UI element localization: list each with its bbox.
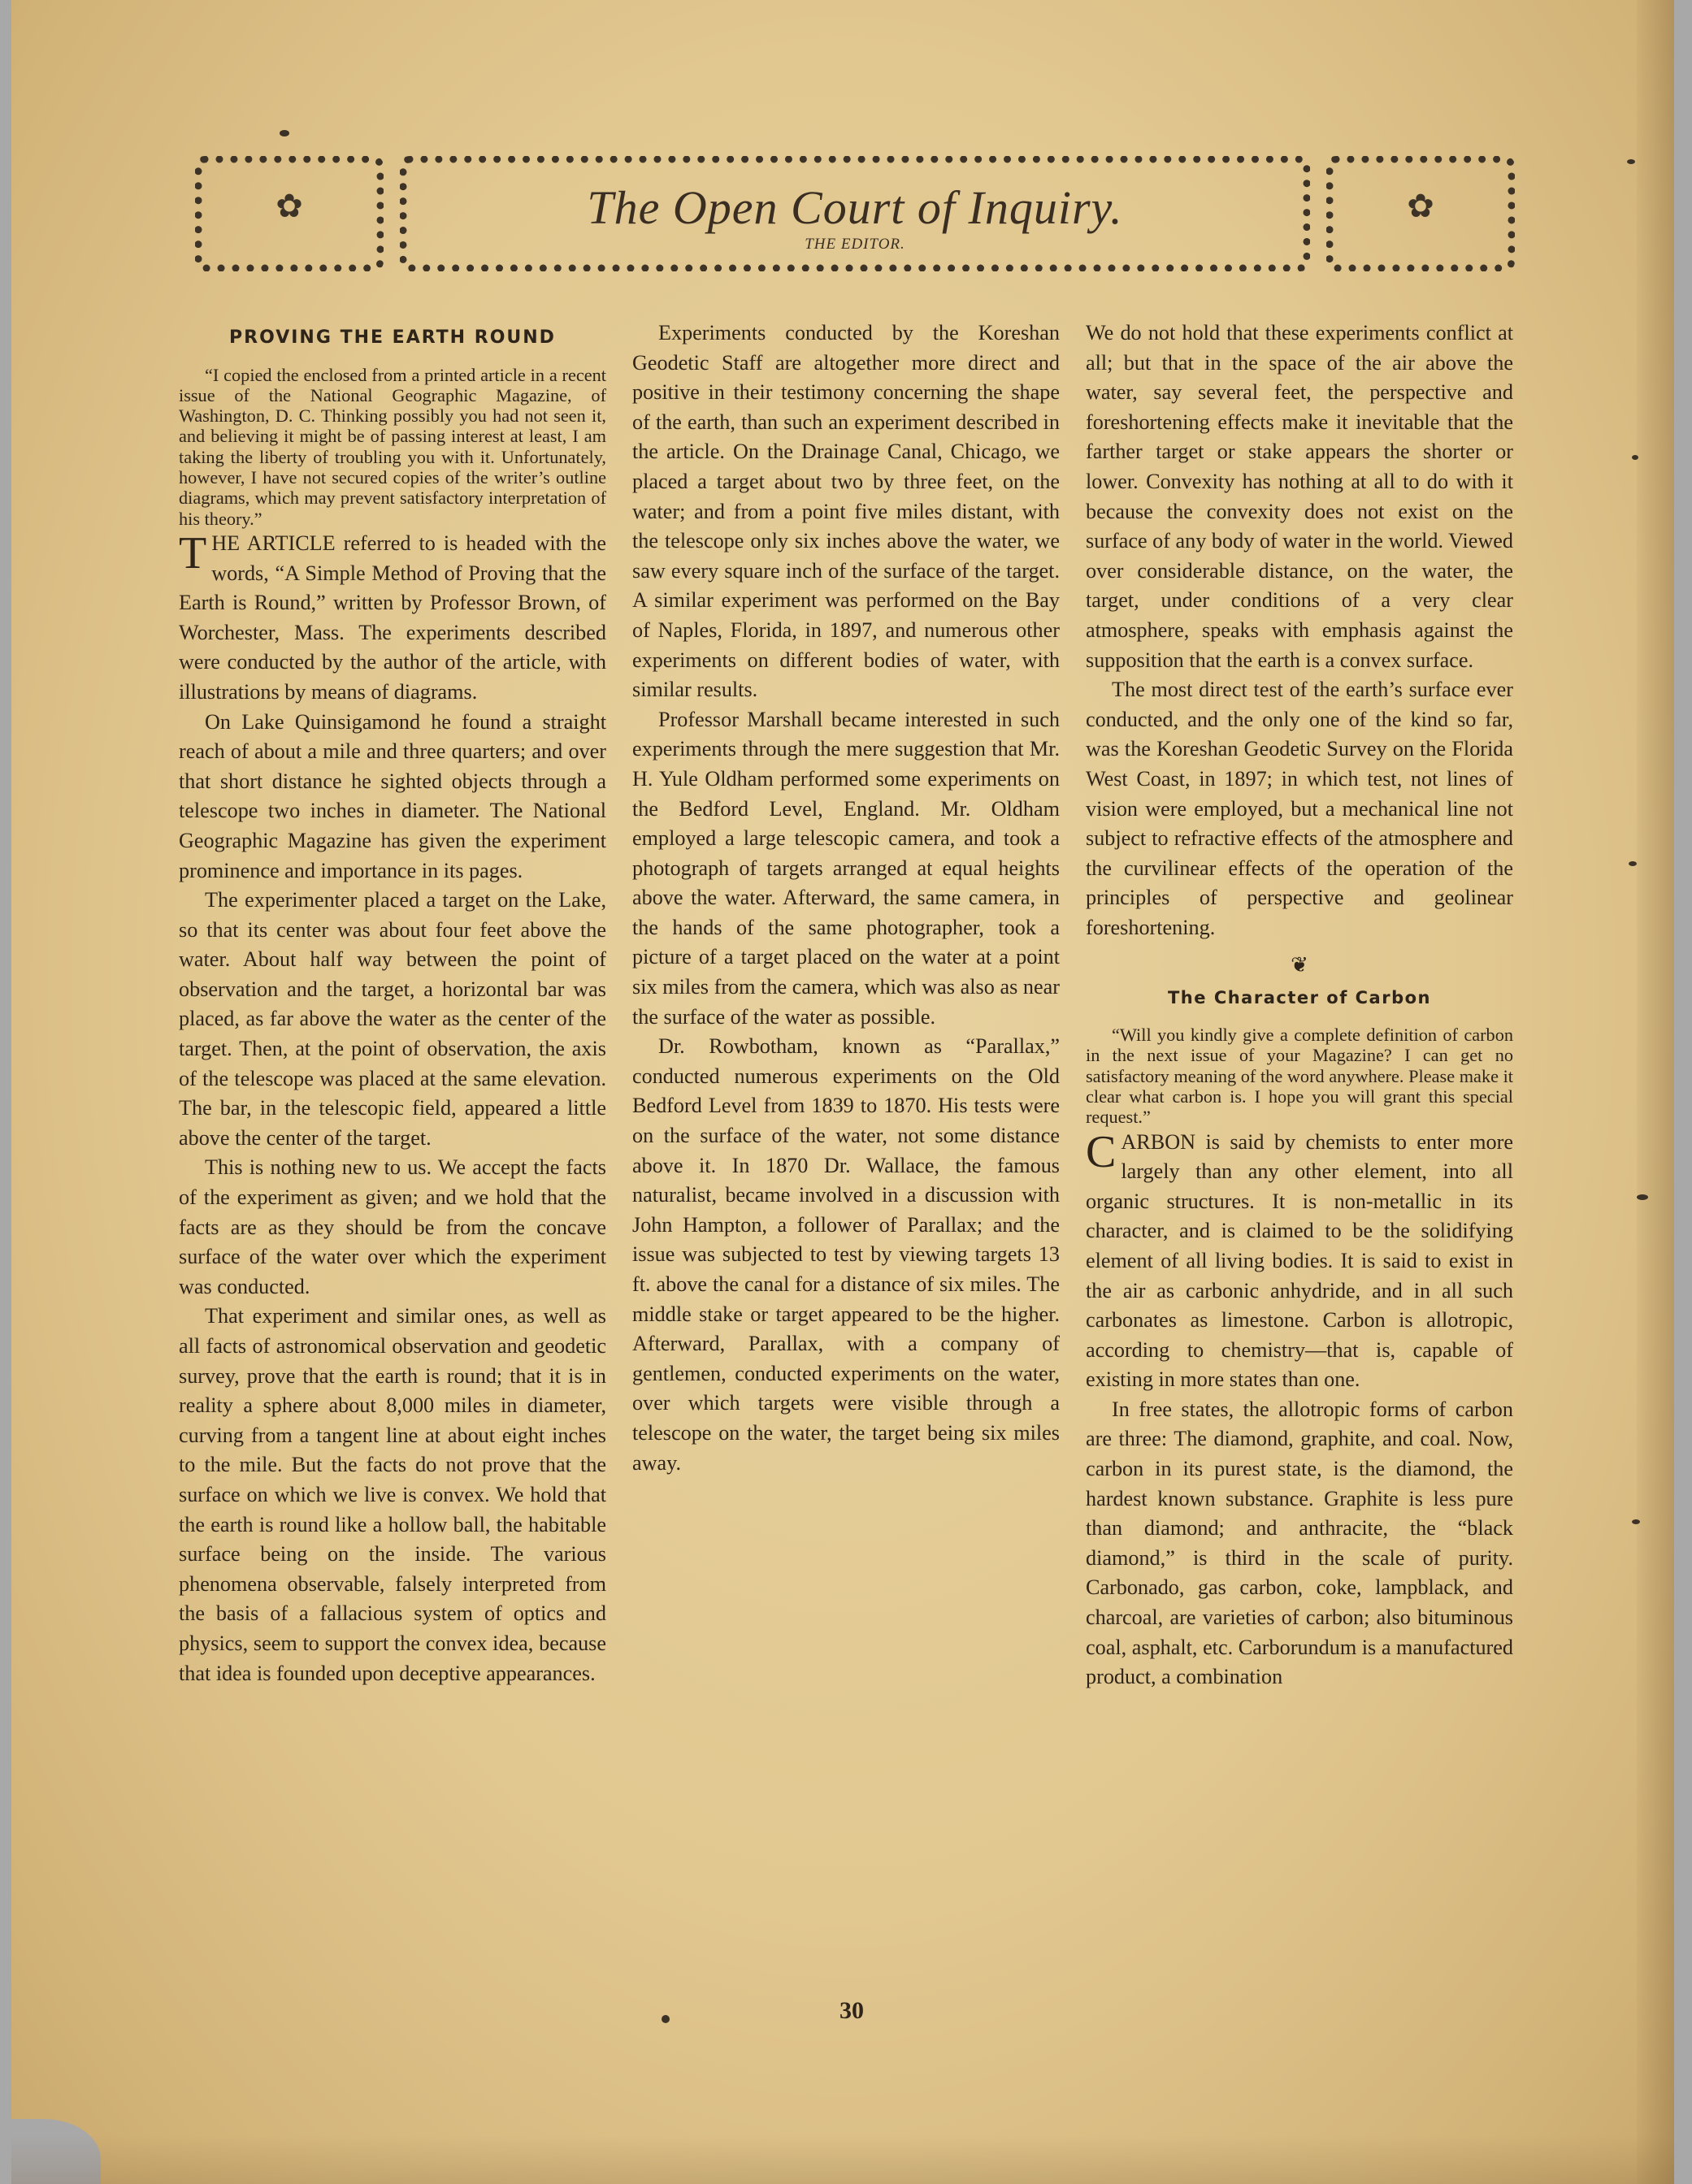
article-paragraph: On Lake Quinsigamond he found a straight reach of about a mile and three quarters; and over that short distance he sighted objects through a telescope two inches in diameter. The National Geographic Magazine has given the experiment prominence and importance in its pages. [179, 709, 606, 882]
header-byline: THE EDITOR. [805, 236, 905, 253]
paper-speck [280, 130, 289, 136]
reader-letter: “Will you kindly give a complete definition of carbon in the next issue of your Magazine? I can get no satisfactory meaning of the word anywhere. Please make it clear what carbon is. I hope you will grant this special request.” [1086, 1025, 1513, 1128]
article-paragraph: That experiment and similar ones, as well as all facts of astronomical observation and geodetic survey, prove that the earth is round; that it is in reality a sphere about 8,000 miles in diameter, curving from a tangent line at about eight inches to the mile. But the facts do not prove that the surface on which we live is convex. We hold that the earth is round like a hollow ball, the habitable surface being on the inside. The various phenomena observable, falsely interpreted from the basis of a fallacious system of optics and physics, seem to support the convex idea, because that idea is founded upon deceptive appearances. [179, 1304, 606, 1685]
fleuron-icon: ✿ [275, 188, 303, 224]
article-paragraph: The experimenter placed a target on the Lake, so that its center was about four feet above the water. About half way between the point of observation and the target, a horizontal bar was placed, as far above the water as the center of the target. Then, at the point of observation, the axis of the telescope was placed at the same elevation. The bar, in the telescopic field, appeared a little above the center of the target. [179, 888, 606, 1150]
article-paragraph: The most direct test of the earth’s surface ever conducted, and the only one of the kind so far, was the Koreshan Geodetic Survey on the Florida West Coast, in 1897; in which test, not lines of vision were employed, but a mechanical line not subject to refractive effects of the atmosphere and the curvilinear effects of the operation of the principles of perspective and geolinear foreshortening. [1086, 678, 1513, 939]
torn-corner [11, 2119, 101, 2184]
fleuron-icon: ✿ [1407, 188, 1434, 224]
header-title: The Open Court of Inquiry. [587, 181, 1123, 234]
paper-speck [1632, 1519, 1640, 1524]
page-number: 30 [839, 1997, 864, 2024]
drop-cap: T [179, 527, 207, 578]
article-paragraph: THE ARTICLE referred to is headed with the words, “A Simple Method of Proving that the Earth is Round,” written by Professor Brown, of Worchester, Mass. The experiments described were conducted by the author of the article, with illustrations by means of diagrams. [179, 527, 606, 704]
article-paragraph: CARBON is said by chemists to enter more largely than any other element, into all organic structures. It is non-metallic in its character, and is claimed to be the solidifying element of all living bodies. It is said to exist in the air as carbonic anhydride, and in all such carbonates as limestone. Carbon is allotropic, according to chemistry—that is, capable of existing in more states than one. [1086, 1126, 1513, 1392]
article-paragraph: Professor Marshall became interested in such experiments through the mere suggestion that Mr. H. Yule Oldham performed some experiments on the Bedford Level, England. Mr. Oldham employed a large telescopic camera, and took a photograph of targets arranged at equal heights above the water. Afterward, the same camera, in the hands of the same photographer, took a picture of a target placed on the water at a point six miles from the camera, which was also as near the surface of the water as possible. [632, 707, 1060, 1029]
article-paragraph: This is nothing new to us. We accept the facts of the experiment as given; and we hold that the facts are as they should be from the concave surface of the water over which the experiment was conducted. [179, 1155, 606, 1298]
article-paragraph: Dr. Rowbotham, known as “Parallax,” conducted numerous experiments on the Old Bedford Level from 1839 to 1870. His tests were on the surface of the water, not some distance above it. In 1870 Dr. Wallace, the famous naturalist, became involved in a discussion with John Hampton, a follower of Parallax; and the issue was subjected to test by viewing targets 13 ft. above the canal for a distance of six miles. The middle stake or target appeared to be the higher. Afterward, Parallax, with a company of gentlemen, conducted experiments on the water, over which targets were visible through a telescope on the water, the target being six miles away. [632, 1034, 1060, 1475]
paper-speck [1637, 1194, 1648, 1200]
column-3 [1086, 318, 1513, 1992]
section-header [180, 156, 1521, 278]
article-paragraph: In free states, the allotropic forms of carbon are three: The diamond, graphite, and coal. Now, carbon in its purest state, is the diamond, the hardest known substance. Graphite is less pure than diamond; and anthracite, the “black diamond,” is third in the scale of purity. Carbonado, gas carbon, coke, lampblack, and charcoal, are varieties of carbon; also bituminous coal, asphalt, etc. Carborundum is a manufactured product, a combination [1086, 1397, 1513, 1689]
paper-speck [662, 2015, 670, 2023]
column-1 [179, 318, 606, 1992]
reader-letter: “I copied the enclosed from a printed article in a recent issue of the National Geographic Magazine, of Washington, D. C. Thinking possibly you had not seen it, and believing it might be of passing interest at least, I am taking the liberty of troubling you with it. Unfortunately, however, I have not secured copies of the writer’s outline diagrams, which may prevent satisfactory interpretation of his theory.” [179, 364, 606, 529]
paper-speck [1627, 159, 1635, 164]
article-paragraph: We do not hold that these experiments conflict at all; but that in the space of the air above the water, say several feet, the perspective and foreshortening effects make it inevitable that the farther target or stake appears the shorter or lower. Convexity has nothing at all to do with it because the convexity does not exist on the surface of any body of water in the world. Viewed over considerable distance, on the water, the target, under conditions of a very clear atmosphere, speaks with emphasis against the supposition that the earth is a convex surface. [1086, 321, 1513, 672]
paper-speck [1629, 861, 1637, 866]
article-paragraph: Experiments conducted by the Koreshan Geodetic Staff are altogether more direct and positive in their testimony concerning the shape of the earth, than such an experiment described in the article. On the Drainage Canal, Chicago, we placed a target about two by three feet, on the water; and from a point five miles distant, with the telescope only six inches above the water, we saw every square inch of the surface of the target. A similar experiment was performed on the Bay of Naples, Florida, in 1897, and numerous other experiments on different bodies of water, with similar results. [632, 321, 1060, 702]
drop-cap: C [1086, 1126, 1117, 1177]
article-title: PROVING THE EARTH ROUND [229, 327, 556, 348]
column-2 [632, 318, 1060, 1992]
page-edge-shadow [1637, 0, 1674, 2184]
paper-speck [1632, 455, 1638, 460]
magazine-page [11, 0, 1674, 2184]
article-title: The Character of Carbon [1167, 988, 1431, 1008]
fleuron-leaf-icon: ❦ [1291, 953, 1308, 977]
